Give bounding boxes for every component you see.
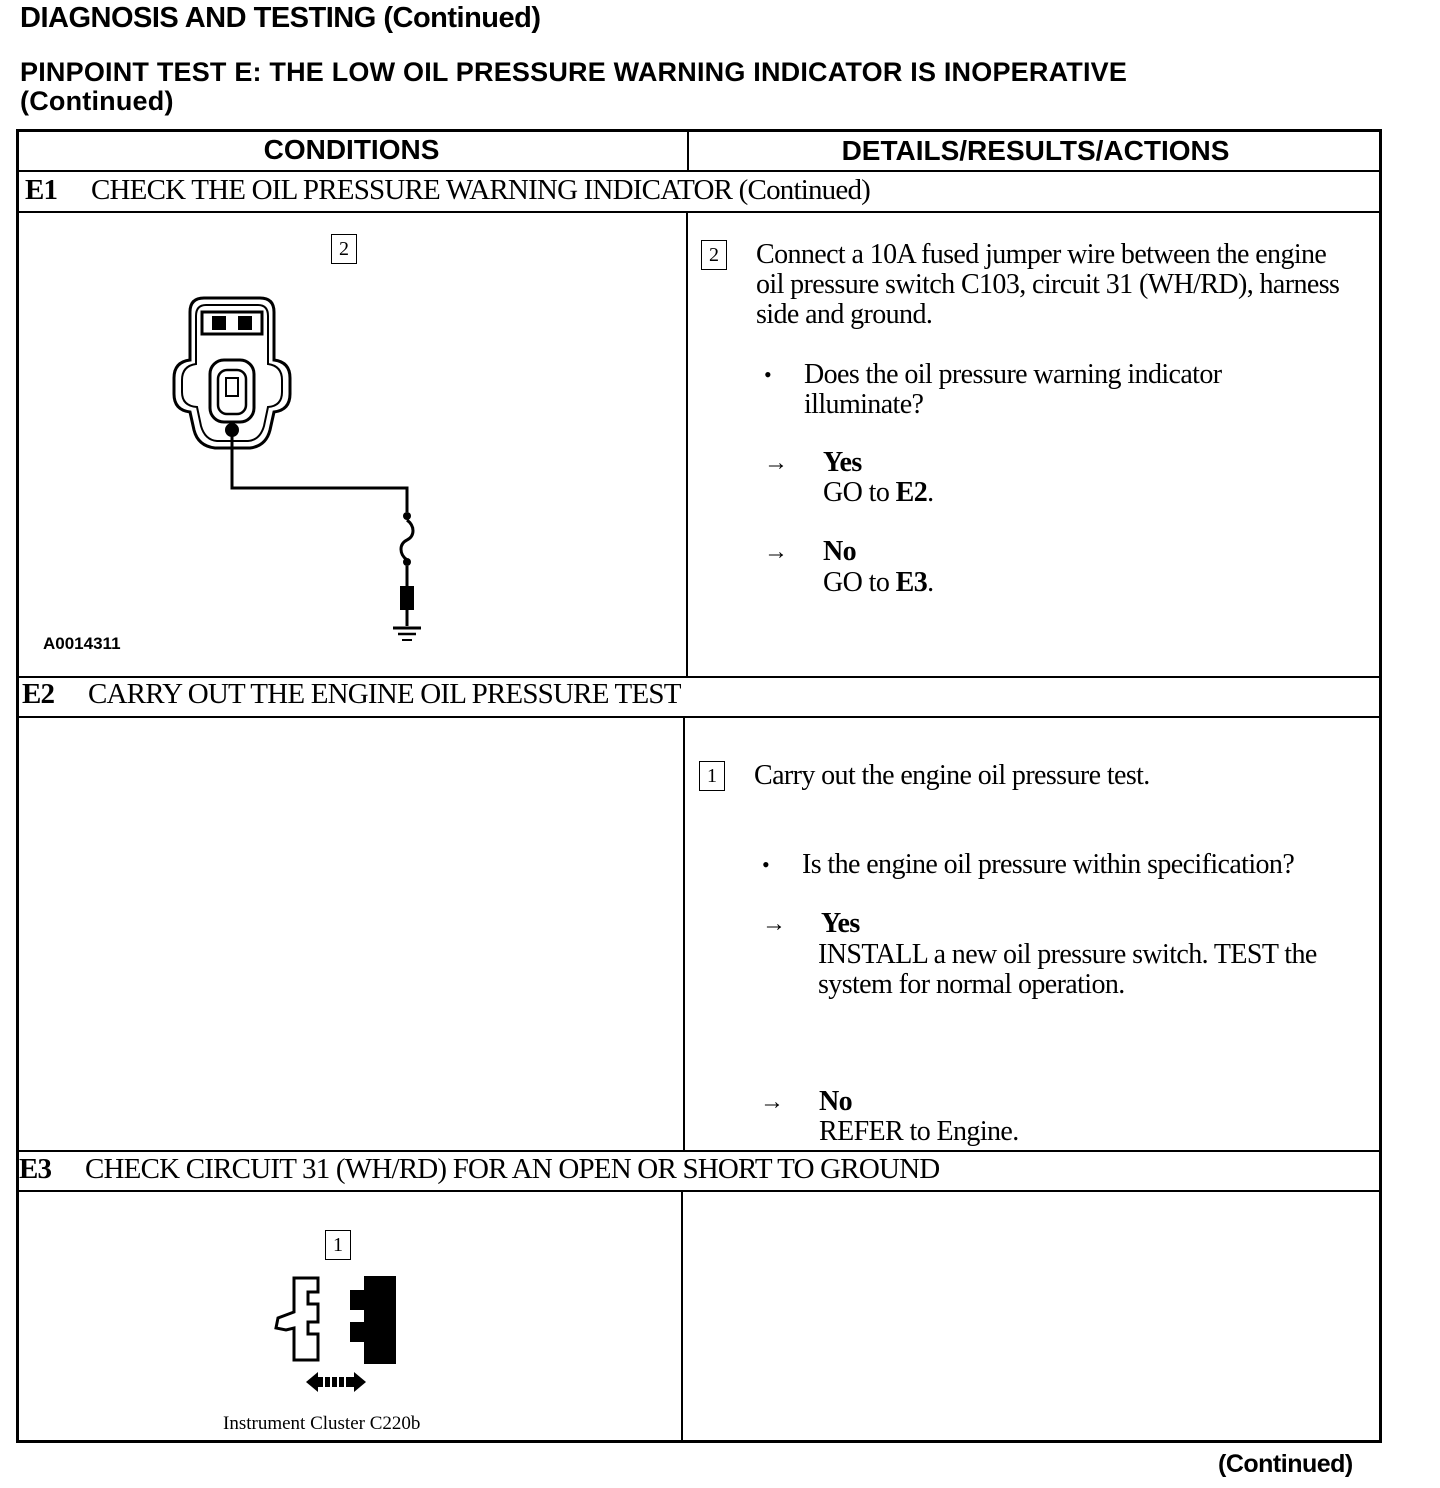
column-divider [686, 212, 688, 677]
connector-half-outline [276, 1278, 318, 1360]
yes-label: Yes [821, 908, 860, 939]
oil-pressure-switch-connector-figure [160, 290, 440, 650]
jumper-wire [232, 430, 407, 512]
step-title: CARRY OUT THE ENGINE OIL PRESSURE TEST [88, 678, 681, 710]
action-step-number: 2 [701, 240, 727, 270]
yes-action-end: . [927, 477, 934, 508]
action-text: Connect a 10A fused jumper wire between the engine oil pressure switch C103, circuit 31 (WH/RD), harness side and ground. [756, 239, 1340, 330]
arrow-icon: → [760, 1089, 784, 1115]
page-subtitle [20, 58, 1280, 116]
question-text: Does the oil pressure warning indicator illuminate? [804, 359, 1222, 420]
arrow-icon: → [762, 911, 786, 937]
jumper-probe [400, 586, 414, 610]
step-e3-header [19, 1153, 939, 1186]
figure-step-number: 1 [325, 1230, 351, 1260]
page-title: DIAGNOSIS AND TESTING (Continued) [20, 2, 541, 34]
action-step-number: 1 [699, 761, 725, 791]
no-label: No [823, 536, 857, 567]
yes-action-text: GO to [823, 477, 896, 508]
e3-title-rule [16, 1190, 1382, 1192]
fuse-symbol [401, 520, 413, 560]
arrow-icon: → [764, 450, 788, 476]
connector-latch [202, 312, 262, 334]
e2-title-rule [16, 716, 1382, 718]
page-subtitle-text: PINPOINT TEST E: THE LOW OIL PRESSURE WARNING INDICATOR IS INOPERATIVE (Continued) [20, 57, 1128, 116]
bullet: • [764, 362, 772, 387]
yes-action [823, 478, 934, 508]
no-action-ref: E3 [895, 567, 928, 598]
step-title: CHECK THE OIL PRESSURE WARNING INDICATOR (Continued) [91, 174, 871, 206]
step-id: E3 [19, 1153, 52, 1185]
yes-action: INSTALL a new oil pressure switch. TEST the system for normal operation. [818, 939, 1317, 1000]
no-action-end: . [927, 567, 934, 598]
question-text: Is the engine oil pressure within specification? [802, 849, 1295, 880]
connector-disconnect-figure [268, 1270, 408, 1400]
no-label: No [819, 1086, 853, 1117]
action-text: Carry out the engine oil pressure test. [754, 760, 1150, 791]
column-divider [683, 717, 685, 1151]
no-action: REFER to Engine. [819, 1116, 1019, 1147]
column-header-conditions: CONDITIONS [263, 134, 440, 165]
no-action-text: GO to [823, 567, 896, 598]
figure-code: A0014311 [43, 634, 121, 653]
step-title: CHECK CIRCUIT 31 (WH/RD) FOR AN OPEN OR SHORT TO GROUND [85, 1153, 940, 1185]
figure-step-number: 2 [331, 234, 357, 264]
step-id: E1 [25, 174, 58, 206]
step-e2-header [22, 678, 681, 711]
column-divider [681, 1191, 683, 1443]
bullet: • [762, 852, 770, 877]
e1-title-rule [16, 211, 1382, 213]
no-action [823, 568, 934, 598]
yes-label: Yes [823, 447, 862, 478]
e3-top-rule [16, 1150, 1382, 1152]
column-header-details: DETAILS/RESULTS/ACTIONS [841, 135, 1230, 166]
step-id: E2 [22, 678, 55, 710]
ground-symbol [393, 628, 421, 640]
header-rule [16, 170, 1382, 172]
continued-footer: (Continued) [1218, 1450, 1353, 1478]
connector-half-solid [350, 1276, 396, 1364]
double-arrow-icon [306, 1372, 366, 1392]
yes-action-ref: E2 [895, 477, 928, 508]
step-e1-header [25, 174, 870, 207]
arrow-icon: → [764, 539, 788, 565]
figure-caption: Instrument Cluster C220b [223, 1413, 421, 1434]
